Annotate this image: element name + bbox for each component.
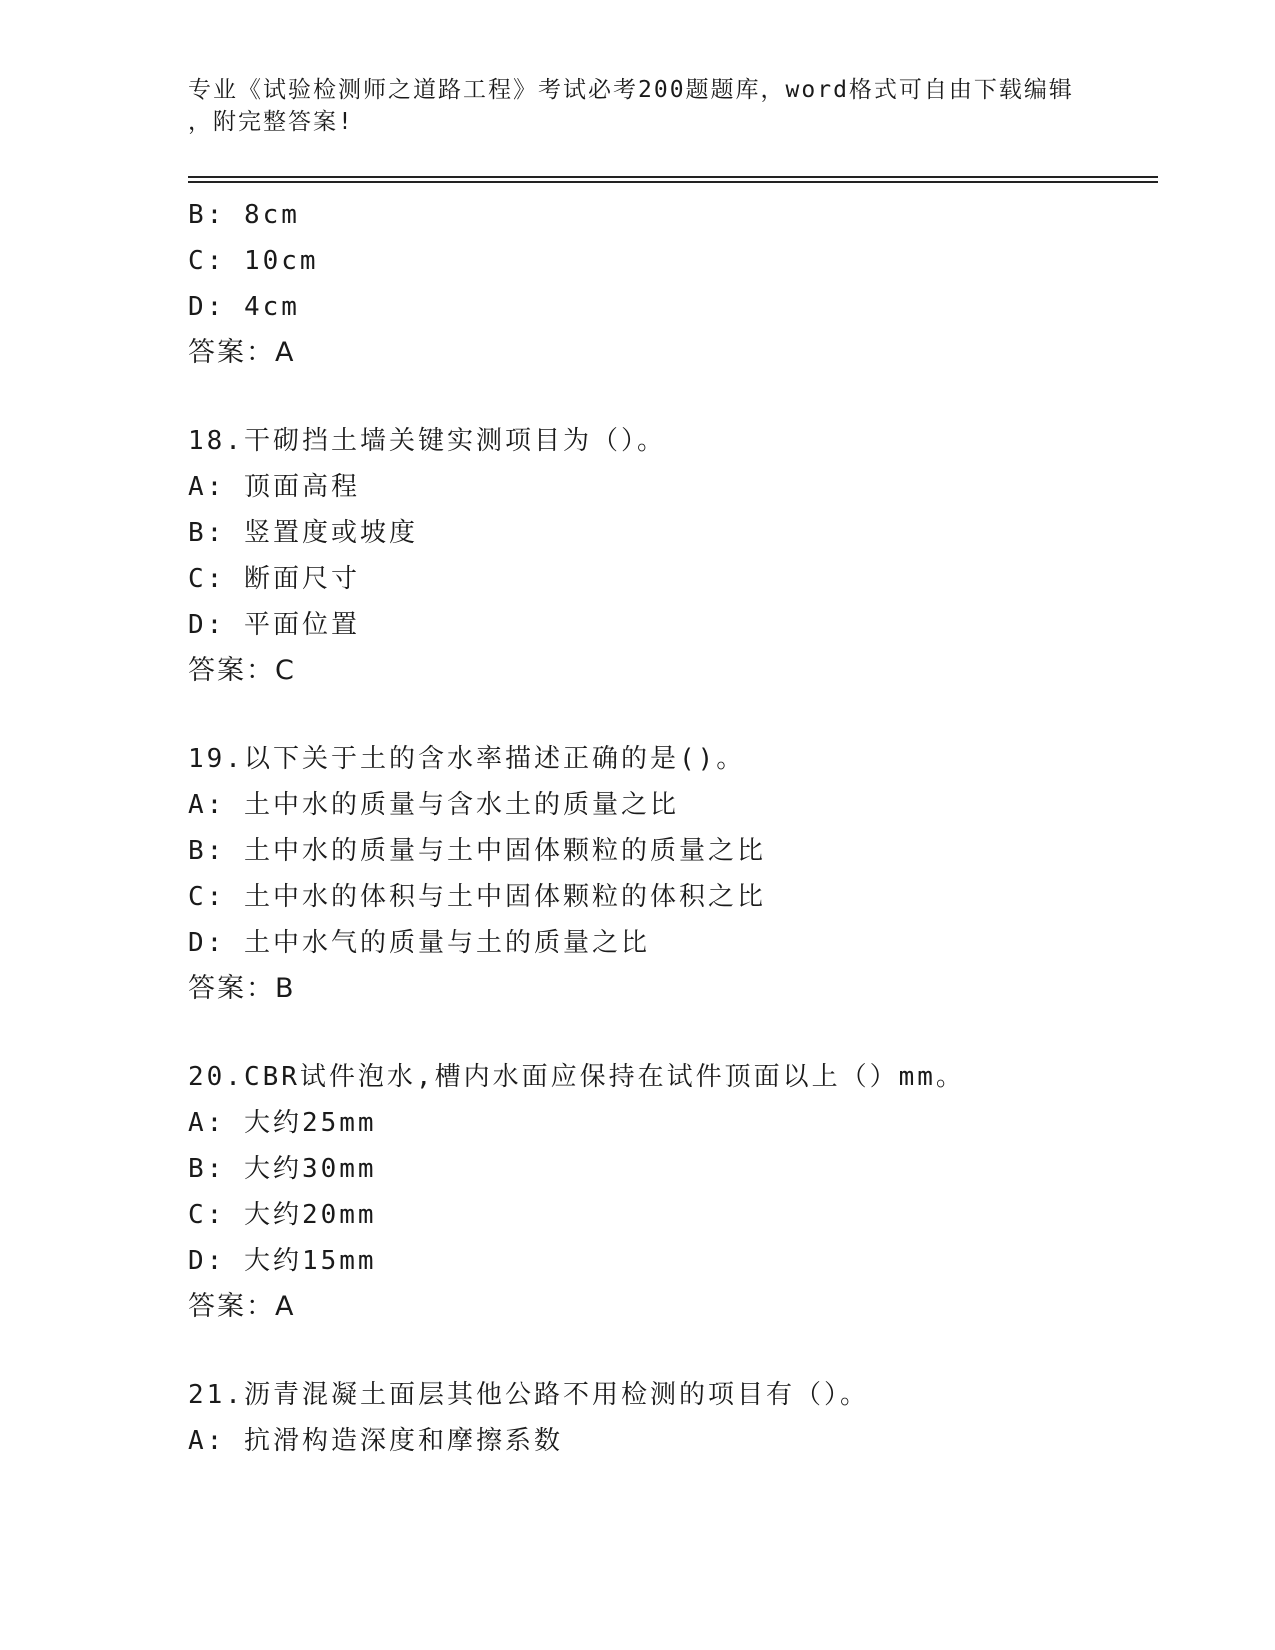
question-20 bbox=[188, 1054, 1168, 1330]
question-18 bbox=[188, 418, 1168, 694]
option-line: D: 土中水气的质量与土的质量之比 bbox=[188, 928, 650, 958]
header-title-line-1: 专业《试验检测师之道路工程》考试必考200题题库，word格式可自由下载编辑 bbox=[188, 77, 1074, 103]
option-line: D: 大约15mm bbox=[188, 1246, 377, 1276]
option-line: D: 平面位置 bbox=[188, 610, 360, 640]
option-line: B: 土中水的质量与土中固体颗粒的质量之比 bbox=[188, 836, 766, 866]
option-line: C: 土中水的体积与土中固体颗粒的体积之比 bbox=[188, 882, 766, 912]
question-17-continued bbox=[188, 192, 1168, 376]
header-divider-top bbox=[188, 176, 1158, 178]
option-line: B: 竖置度或坡度 bbox=[188, 518, 418, 548]
header-divider-bottom bbox=[188, 181, 1158, 183]
option-line: D: 4cm bbox=[188, 292, 300, 322]
spacer bbox=[188, 1330, 1168, 1372]
question-stem: 19.以下关于土的含水率描述正确的是()。 bbox=[188, 744, 746, 774]
answer-line: 答案：C bbox=[188, 655, 296, 686]
document-header bbox=[188, 74, 1074, 138]
question-19 bbox=[188, 736, 1168, 1012]
option-line: A: 土中水的质量与含水土的质量之比 bbox=[188, 790, 679, 820]
spacer bbox=[188, 376, 1168, 418]
option-line: C: 断面尺寸 bbox=[188, 564, 360, 594]
option-line: B: 大约30mm bbox=[188, 1154, 377, 1184]
question-stem: 21.沥青混凝土面层其他公路不用检测的项目有（）。 bbox=[188, 1380, 869, 1410]
option-line: A: 抗滑构造深度和摩擦系数 bbox=[188, 1426, 563, 1456]
option-line: A: 大约25mm bbox=[188, 1108, 377, 1138]
spacer bbox=[188, 694, 1168, 736]
header-title-line-2: ，附完整答案! bbox=[188, 109, 354, 135]
spacer bbox=[188, 1012, 1168, 1054]
question-stem: 18.干砌挡土墙关键实测项目为（）。 bbox=[188, 426, 666, 456]
question-list bbox=[188, 192, 1168, 1464]
option-line: C: 大约20mm bbox=[188, 1200, 377, 1230]
answer-line: 答案：A bbox=[188, 1291, 296, 1322]
question-stem: 20.CBR试件泡水,槽内水面应保持在试件顶面以上（）mm。 bbox=[188, 1062, 965, 1092]
option-line: B: 8cm bbox=[188, 200, 300, 230]
answer-line: 答案：B bbox=[188, 973, 296, 1004]
answer-line: 答案：A bbox=[188, 337, 296, 368]
option-line: C: 10cm bbox=[188, 246, 319, 276]
option-line: A: 顶面高程 bbox=[188, 472, 360, 502]
question-21 bbox=[188, 1372, 1168, 1464]
